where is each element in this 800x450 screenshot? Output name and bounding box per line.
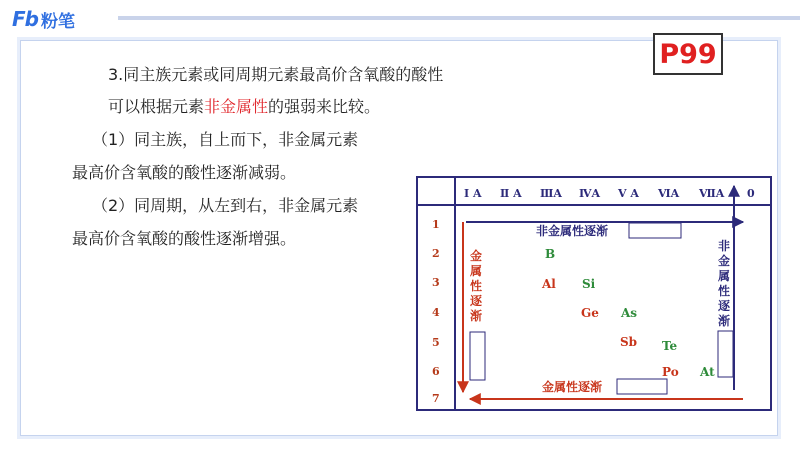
text-line-1: 3.同主族元素或同周期元素最高价含氧酸的酸性 [108, 65, 444, 84]
group-label-1: Ⅰ A [464, 187, 482, 200]
period-label-7: 7 [432, 392, 440, 405]
period-label-5: 5 [432, 336, 440, 349]
text-line-2-pre: 可以根据元素 [108, 97, 205, 116]
element-te: Te [662, 339, 678, 353]
blank-box-right [718, 331, 733, 377]
group-labels [464, 187, 755, 200]
group-label-5: Ⅴ A [618, 187, 639, 200]
label-metal-bottom: 金属性逐渐 [542, 380, 603, 394]
group-label-3: ⅢA [540, 187, 562, 200]
label-right-char-4: 性 [718, 284, 731, 298]
blank-box-left [470, 332, 485, 380]
label-right-char-3: 属 [718, 269, 731, 283]
label-right-char-1: 非 [718, 239, 731, 253]
text-line-3: （1）同主族，自上而下，非金属元素 [92, 130, 359, 149]
period-label-4: 4 [432, 306, 440, 319]
blank-box-bottom [617, 379, 667, 394]
label-left-char-2: 属 [470, 264, 483, 278]
label-left-char-3: 性 [470, 279, 483, 293]
label-nonmetal-right [717, 238, 731, 328]
label-right-char-6: 渐 [718, 314, 731, 328]
period-labels [432, 218, 440, 405]
text-line-5: （2）同周期，从左到右，非金属元素 [92, 196, 359, 215]
element-sb: Sb [620, 335, 638, 349]
fenbi-logo [12, 6, 75, 32]
group-label-0: 0 [747, 187, 755, 200]
page-badge [653, 33, 723, 75]
logo-text: 粉笔 [40, 11, 75, 32]
text-line-4: 最高价含氧酸的酸性逐渐减弱。 [72, 163, 297, 182]
periodic-trend-svg [418, 178, 770, 409]
period-label-3: 3 [432, 276, 440, 289]
logo-mark: Fb [12, 7, 38, 31]
group-label-7: ⅦA [699, 187, 725, 200]
period-label-1: 1 [432, 218, 440, 231]
blank-box-top [629, 223, 681, 238]
group-label-4: ⅣA [579, 187, 601, 200]
label-metal-left [469, 248, 483, 323]
text-line-2-post: 的强弱来比较。 [268, 97, 381, 116]
label-left-char-5: 渐 [470, 309, 483, 323]
label-right-char-2: 金 [718, 254, 731, 268]
label-left-char-1: 金 [470, 249, 483, 263]
period-label-6: 6 [432, 365, 440, 378]
highlight-nonmetallic: 非金属性 [204, 97, 269, 116]
period-label-2: 2 [432, 247, 440, 260]
label-right-char-5: 逐 [718, 299, 731, 313]
label-left-char-4: 逐 [470, 294, 483, 308]
periodic-trend-figure [416, 176, 772, 411]
element-as: As [621, 306, 638, 320]
element-al: Al [542, 277, 556, 291]
element-po: Po [662, 365, 679, 379]
text-line-6: 最高价含氧酸的酸性逐渐增强。 [72, 229, 297, 248]
text-line-2 [108, 97, 380, 117]
element-symbols [541, 247, 715, 379]
group-label-6: ⅥA [658, 187, 680, 200]
group-label-2: Ⅱ A [500, 187, 522, 200]
element-b: B [545, 247, 556, 261]
label-nonmetal-top: 非金属性逐渐 [536, 224, 609, 238]
element-at: At [700, 365, 715, 379]
header-divider [118, 16, 800, 20]
element-ge: Ge [581, 306, 599, 320]
page-number: P99 [659, 38, 717, 70]
element-si: Si [582, 277, 596, 291]
